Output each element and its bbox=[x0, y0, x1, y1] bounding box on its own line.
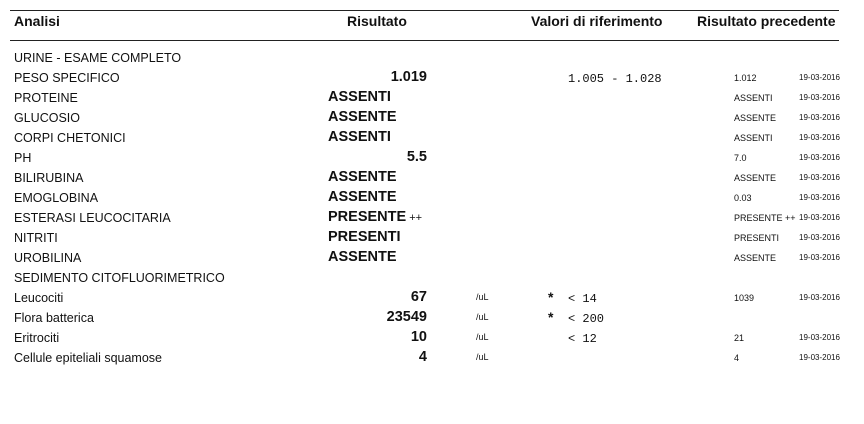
reference-range: 1.005 - 1.028 bbox=[568, 72, 662, 86]
analysis-name: NITRITI bbox=[14, 231, 58, 245]
table-row bbox=[0, 128, 864, 148]
result-value-suffix: ++ bbox=[406, 212, 423, 224]
result-unit: /uL bbox=[476, 292, 489, 302]
header-valori-riferimento: Valori di riferimento bbox=[531, 13, 663, 29]
header-analisi: Analisi bbox=[14, 13, 60, 29]
result-unit: /uL bbox=[476, 312, 489, 322]
header-risultato-precedente: Risultato precedente bbox=[697, 13, 836, 29]
table-row bbox=[0, 68, 864, 88]
analysis-name: Leucociti bbox=[14, 291, 64, 305]
table-row bbox=[0, 268, 864, 288]
previous-result: 7.0 bbox=[734, 153, 747, 163]
previous-result-date: 19-03-2016 bbox=[799, 133, 840, 142]
table-row bbox=[0, 308, 864, 328]
previous-result: 0.03 bbox=[734, 193, 752, 203]
result-unit: /uL bbox=[476, 332, 489, 342]
result-value bbox=[328, 209, 422, 225]
result-value bbox=[411, 289, 427, 305]
previous-result: 1039 bbox=[734, 293, 755, 303]
result-value bbox=[328, 229, 401, 245]
previous-result-date: 19-03-2016 bbox=[799, 233, 840, 242]
result-value-text: 10 bbox=[410, 329, 427, 345]
result-value-text: ASSENTI bbox=[328, 89, 391, 105]
table-row bbox=[0, 228, 864, 248]
abnormal-flag: * bbox=[548, 309, 554, 325]
result-value bbox=[328, 189, 397, 205]
previous-result: 4 bbox=[734, 353, 740, 363]
header-risultato: Risultato bbox=[347, 13, 407, 29]
result-value bbox=[407, 149, 427, 165]
analysis-name: Flora batterica bbox=[14, 311, 94, 325]
analysis-name: PESO SPECIFICO bbox=[14, 71, 120, 85]
table-row bbox=[0, 168, 864, 188]
table-row bbox=[0, 248, 864, 268]
analysis-name: UROBILINA bbox=[14, 251, 82, 265]
previous-result-date: 19-03-2016 bbox=[799, 293, 840, 302]
table-row bbox=[0, 188, 864, 208]
analysis-name: Eritrociti bbox=[14, 331, 60, 345]
result-value bbox=[387, 309, 427, 325]
analysis-name: EMOGLOBINA bbox=[14, 191, 99, 205]
analysis-name: GLUCOSIO bbox=[14, 111, 80, 125]
result-value bbox=[328, 109, 397, 125]
table-row bbox=[0, 348, 864, 368]
analysis-name: PROTEINE bbox=[14, 91, 78, 105]
analysis-name: Cellule epiteliali squamose bbox=[14, 351, 162, 365]
reference-range: < 12 bbox=[568, 332, 597, 346]
header-bottom-rule bbox=[10, 40, 839, 41]
previous-result: 21 bbox=[734, 333, 745, 343]
previous-result-date: 19-03-2016 bbox=[799, 173, 840, 182]
previous-result: PRESENTI bbox=[734, 233, 780, 243]
result-value bbox=[328, 89, 391, 105]
reference-range: < 14 bbox=[568, 292, 597, 306]
table-row bbox=[0, 88, 864, 108]
analysis-name: SEDIMENTO CITOFLUORIMETRICO bbox=[14, 271, 225, 285]
previous-result: ASSENTE bbox=[734, 173, 777, 183]
result-value bbox=[419, 349, 427, 365]
result-value-text: ASSENTI bbox=[328, 129, 391, 145]
previous-result: ASSENTE bbox=[734, 113, 777, 123]
result-value bbox=[328, 129, 391, 145]
result-value-text: ASSENTE bbox=[328, 169, 397, 185]
previous-result: ASSENTE bbox=[734, 253, 777, 263]
result-value-text: ASSENTE bbox=[328, 249, 397, 265]
analysis-name: BILIRUBINA bbox=[14, 171, 84, 185]
analysis-name: ESTERASI LEUCOCITARIA bbox=[14, 211, 171, 225]
previous-result-date: 19-03-2016 bbox=[799, 193, 840, 202]
previous-result-date: 19-03-2016 bbox=[799, 73, 840, 82]
previous-result-date: 19-03-2016 bbox=[799, 93, 840, 102]
result-value-text: PRESENTI bbox=[328, 229, 401, 245]
previous-result: PRESENTE ++ bbox=[734, 213, 796, 223]
previous-result-date: 19-03-2016 bbox=[799, 213, 840, 222]
result-value-text: 67 bbox=[410, 289, 427, 305]
result-value bbox=[391, 69, 427, 85]
previous-result-date: 19-03-2016 bbox=[799, 113, 840, 122]
table-row bbox=[0, 148, 864, 168]
previous-result-date: 19-03-2016 bbox=[799, 333, 840, 342]
previous-result-date: 19-03-2016 bbox=[799, 253, 840, 262]
analysis-name: PH bbox=[14, 151, 32, 165]
result-value-text: ASSENTE bbox=[328, 189, 397, 205]
result-value-text: 1.019 bbox=[390, 69, 427, 85]
result-value bbox=[328, 169, 397, 185]
table-row bbox=[0, 108, 864, 128]
header-top-rule bbox=[10, 10, 839, 11]
abnormal-flag: * bbox=[548, 289, 554, 305]
previous-result: ASSENTI bbox=[734, 133, 773, 143]
table-row bbox=[0, 288, 864, 308]
result-value-text: 23549 bbox=[386, 309, 427, 325]
table-row bbox=[0, 328, 864, 348]
result-value bbox=[411, 329, 427, 345]
table-row bbox=[0, 208, 864, 228]
analysis-name: URINE - ESAME COMPLETO bbox=[14, 51, 182, 65]
result-value bbox=[328, 249, 397, 265]
previous-result: 1.012 bbox=[734, 73, 757, 83]
previous-result: ASSENTI bbox=[734, 93, 773, 103]
reference-range: < 200 bbox=[568, 312, 605, 326]
result-unit: /uL bbox=[476, 352, 489, 362]
result-value-text: 4 bbox=[418, 349, 427, 365]
analysis-name: CORPI CHETONICI bbox=[14, 131, 126, 145]
result-value-text: 5.5 bbox=[406, 149, 427, 165]
previous-result-date: 19-03-2016 bbox=[799, 353, 840, 362]
table-row bbox=[0, 48, 864, 68]
previous-result-date: 19-03-2016 bbox=[799, 153, 840, 162]
result-value-text: PRESENTE bbox=[328, 209, 407, 225]
result-value-text: ASSENTE bbox=[328, 109, 397, 125]
